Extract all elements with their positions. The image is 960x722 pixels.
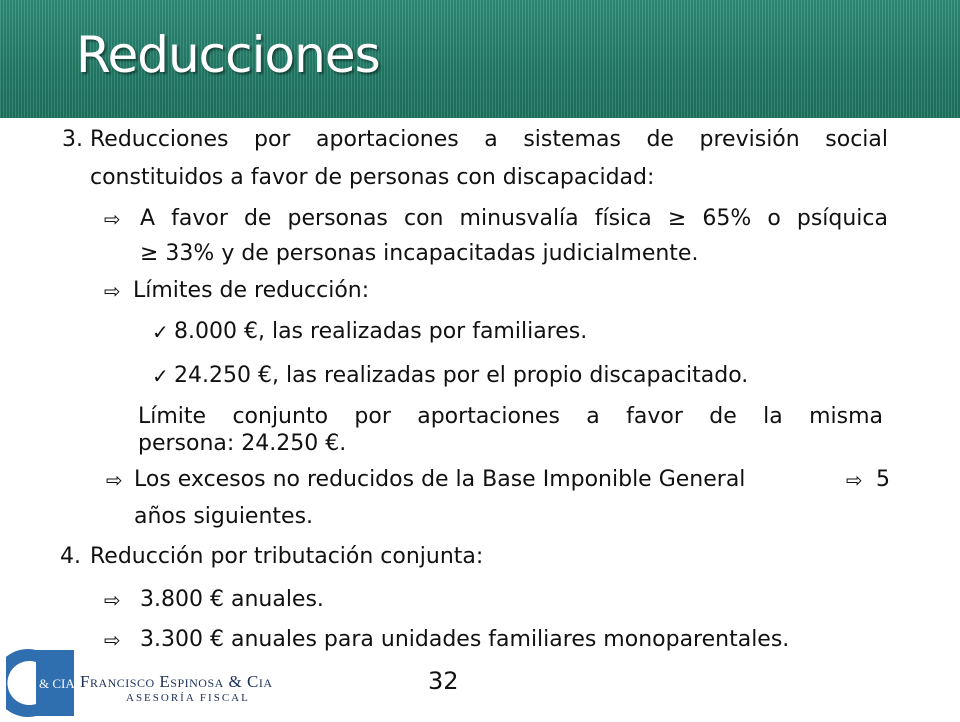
check-icon: ✓ <box>152 364 169 388</box>
page-number: 32 <box>428 667 459 695</box>
arrow-icon: ⇨ <box>104 628 121 652</box>
item-3-heading-line1: Reducciones por aportaciones a sistemas de previsión social <box>90 127 888 152</box>
arrow-icon: ⇨ <box>104 588 121 612</box>
bullet-3800: 3.800 € anuales. <box>140 587 324 612</box>
check-icon: ✓ <box>152 320 169 344</box>
item-3-number: 3. <box>62 127 83 152</box>
arrow-icon: ⇨ <box>106 468 123 492</box>
bullet-excesos-line1: Los excesos no reducidos de la Base Imponible General <box>134 467 746 492</box>
item-4-heading: Reducción por tributación conjunta: <box>90 544 484 569</box>
limit-discapacitado: 24.250 €, las realizadas por el propio discapacitado. <box>174 363 749 388</box>
joint-limit-line2: persona: 24.250 €. <box>138 431 347 456</box>
bullet-minusvalia-line1: A favor de personas con minusvalía física ≥ 65% o psíquica <box>140 206 888 231</box>
company-logo <box>6 648 306 718</box>
logo-company-name: Francisco Espinosa & Cia <box>80 672 273 691</box>
item-3-heading-line2: constituidos a favor de personas con discapacidad: <box>90 165 655 190</box>
bullet-limites: Límites de reducción: <box>133 278 370 303</box>
joint-limit-line1: Límite conjunto por aportaciones a favor de la misma <box>138 404 883 429</box>
slide-title: Reducciones <box>76 26 380 84</box>
bullet-minusvalia-line2: ≥ 33% y de personas incapacitadas judicialmente. <box>140 241 699 266</box>
arrow-icon: ⇨ <box>104 279 121 303</box>
bullet-excesos-line2: años siguientes. <box>134 504 314 529</box>
logo-subtitle: ASESORÍA FISCAL <box>126 692 250 704</box>
limit-familiares: 8.000 €, las realizadas por familiares. <box>174 319 588 344</box>
bullet-excesos-years: 5 <box>876 467 890 492</box>
logo-mark-text: & CIA <box>39 676 75 691</box>
arrow-icon: ⇨ <box>104 207 121 231</box>
item-4-number: 4. <box>60 544 81 569</box>
bullet-3300: 3.300 € anuales para unidades familiares monoparentales. <box>140 627 790 652</box>
arrow-icon: ⇨ <box>846 468 863 492</box>
